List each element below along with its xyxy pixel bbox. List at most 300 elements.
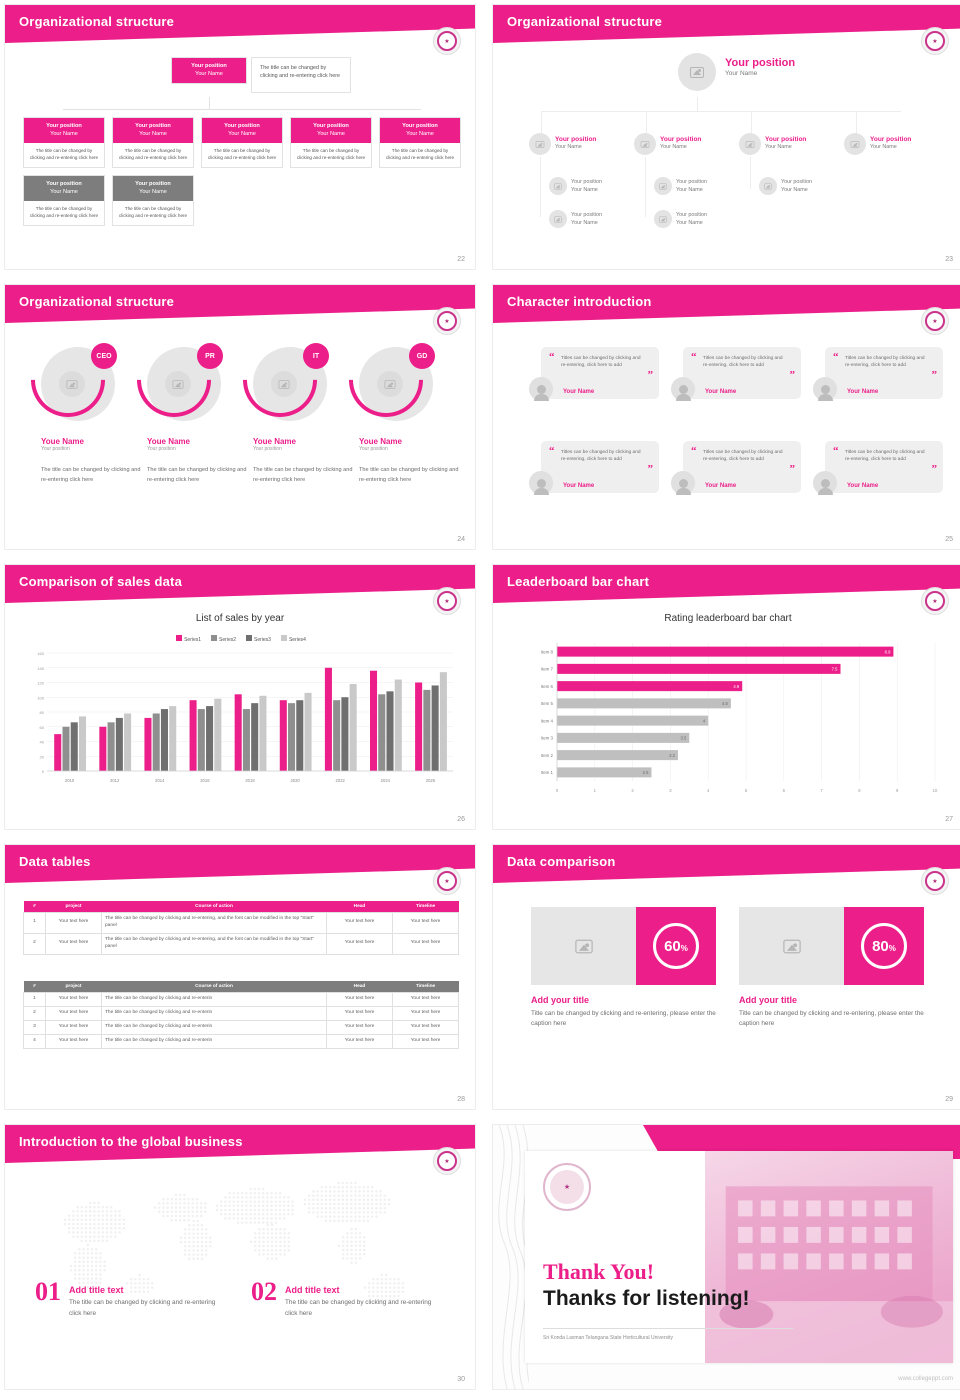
svg-text:8.9: 8.9 — [884, 649, 891, 655]
table-cell: Your text here — [327, 1034, 393, 1048]
org-box-body: The title can be changed by clicking and re-entering click here — [29, 206, 99, 219]
table-cell: Your text here — [393, 1020, 459, 1034]
logo-ring: ★ — [925, 591, 945, 611]
table-header-cell: # — [24, 981, 46, 993]
sales-column-chart — [21, 647, 461, 787]
quote-card — [825, 347, 943, 399]
person-desc: The title can be changed by clicking and re-entering click here — [41, 467, 141, 483]
svg-text:40: 40 — [39, 739, 44, 745]
table-cell: Your text here — [327, 933, 393, 954]
person-role: Your position — [41, 446, 70, 452]
tree-node: Your position Your Name — [634, 133, 701, 155]
table-header-row — [24, 981, 459, 993]
block-number: 01 — [35, 1277, 61, 1306]
org-box-body: The title can be changed by clicking and re-entering click here — [118, 148, 188, 161]
svg-text:7.5: 7.5 — [831, 666, 838, 672]
table-cell: Your text here — [327, 1020, 393, 1034]
table-cell: The title can be changed by clicking and re-enterin — [102, 993, 327, 1007]
university-logo-badge — [433, 307, 461, 335]
comparison-title: Add your title — [739, 995, 797, 1005]
table-cell: Your text here — [327, 913, 393, 934]
university-crest — [543, 1163, 591, 1211]
image-placeholder-icon — [659, 183, 667, 189]
quote-open-icon: “ — [549, 351, 555, 363]
page-number: 29 — [945, 1096, 953, 1103]
chart-title: Rating leaderboard bar chart — [664, 613, 792, 624]
org-box-caption: Your position Your Name — [380, 118, 460, 143]
table-cell: Your text here — [46, 1034, 102, 1048]
website-label: www.collegeppt.com — [898, 1376, 953, 1382]
slide-sales-comparison — [4, 564, 476, 830]
quote-text: Titles can be changed by clicking and re-entering, click here to add — [845, 450, 925, 463]
image-placeholder-icon — [690, 67, 704, 78]
svg-text:Item 3: Item 3 — [540, 735, 553, 741]
comparison-desc: Title can be changed by clicking and re-entering, please enter the caption here — [531, 1010, 716, 1028]
svg-text:2016: 2016 — [200, 778, 210, 783]
person-icon — [821, 385, 830, 394]
page-number: 27 — [945, 816, 953, 823]
svg-text:6: 6 — [782, 788, 785, 793]
table-cell: Your text here — [46, 1006, 102, 1020]
svg-text:2018: 2018 — [245, 778, 255, 783]
svg-text:2014: 2014 — [155, 778, 165, 783]
person-info — [359, 437, 459, 485]
org-box-secondary — [112, 175, 194, 226]
person-name: Youe Name — [147, 437, 190, 446]
person-info — [253, 437, 353, 485]
quote-close-icon: ” — [931, 369, 937, 381]
logo-ring: ★ — [437, 1151, 457, 1171]
avatar — [271, 371, 297, 397]
svg-text:9: 9 — [896, 788, 899, 793]
thankyou-footer: Sri Konda Laxman Telangana State Horticultural University — [543, 1335, 673, 1341]
logo-ring: ★ — [437, 311, 457, 331]
svg-text:140: 140 — [37, 665, 44, 671]
svg-text:100: 100 — [37, 695, 44, 701]
svg-text:4: 4 — [707, 788, 710, 793]
campus-building-illustration — [705, 1151, 953, 1363]
svg-text:3: 3 — [669, 788, 672, 793]
percent-panel — [636, 907, 716, 985]
person-circle — [133, 343, 225, 425]
page-number: 30 — [457, 1376, 465, 1383]
org-box — [379, 117, 461, 168]
logo-ring: ★ — [437, 871, 457, 891]
quote-open-icon: “ — [549, 445, 555, 457]
person-icon — [679, 385, 688, 394]
table-header-cell: Course of action — [102, 981, 327, 993]
table-header-cell: # — [24, 901, 46, 913]
data-table-secondary — [23, 981, 459, 1049]
thankyou-headline-wrap — [543, 1259, 750, 1311]
svg-text:120: 120 — [37, 680, 44, 686]
page-title: Character introduction — [507, 294, 652, 309]
connector-horizontal — [63, 109, 421, 110]
page-title: Introduction to the global business — [19, 1134, 243, 1149]
org-top-note: The title can be changed by clicking and re-entering click here — [251, 57, 351, 93]
legend-item: Series1 — [176, 635, 201, 643]
connector-vertical — [697, 97, 698, 111]
tree-node: Your position Your Name — [739, 133, 806, 155]
svg-text:2.5: 2.5 — [642, 770, 649, 776]
person-role: Your position — [147, 446, 176, 452]
table-header-row — [24, 901, 459, 913]
avatar — [759, 177, 777, 195]
table-cell: Your text here — [393, 1006, 459, 1020]
person-icon — [537, 479, 546, 488]
quote-author: Your Name — [847, 483, 879, 489]
person-desc: The title can be changed by clicking and re-entering click here — [359, 467, 459, 483]
svg-text:Item 6: Item 6 — [540, 683, 553, 689]
comparison-desc: Title can be changed by clicking and re-entering, please enter the caption here — [739, 1010, 924, 1028]
avatar — [549, 177, 567, 195]
svg-text:10: 10 — [932, 788, 938, 793]
comparison-title: Add your title — [531, 995, 589, 1005]
avatar — [59, 371, 85, 397]
org-box-body: The title can be changed by clicking and re-entering click here — [385, 148, 455, 161]
quote-author: Your Name — [847, 389, 879, 395]
table-header-cell: Timeline — [393, 981, 459, 993]
logo-ring: ★ — [925, 311, 945, 331]
image-placeholder-icon — [764, 183, 772, 189]
svg-text:2: 2 — [631, 788, 634, 793]
org-box — [290, 117, 372, 168]
tree-node: Your position Your Name — [549, 177, 602, 195]
quote-author: Your Name — [705, 389, 737, 395]
divider — [543, 1328, 793, 1329]
quote-close-icon: ” — [931, 463, 937, 475]
quote-author: Your Name — [705, 483, 737, 489]
org-box-body: The title can be changed by clicking and re-entering click here — [296, 148, 366, 161]
page-number: 26 — [457, 816, 465, 823]
page-number: 24 — [457, 536, 465, 543]
svg-text:160: 160 — [37, 651, 44, 656]
quote-author: Your Name — [563, 389, 595, 395]
org-box-caption: Your position Your Name — [202, 118, 282, 143]
org-top-box — [171, 57, 247, 84]
connector-vertical — [751, 111, 752, 133]
root-node-text: Your position Your Name — [725, 57, 796, 77]
page-title: Comparison of sales data — [19, 574, 183, 589]
avatar — [739, 133, 761, 155]
image-placeholder-icon — [783, 939, 801, 953]
svg-text:2022: 2022 — [335, 778, 345, 783]
org-box-caption: Your position Your Name — [113, 176, 193, 201]
table-row — [24, 1034, 459, 1048]
svg-text:60: 60 — [39, 724, 44, 730]
comparison-caption — [531, 995, 721, 1030]
table-row — [24, 993, 459, 1007]
image-placeholder-icon — [173, 380, 184, 389]
block-desc: The title can be changed by clicking and re-entering click here — [69, 1299, 216, 1317]
donut-chart — [645, 915, 707, 977]
svg-text:0: 0 — [41, 769, 44, 774]
slide-org-structure-boxes — [4, 4, 476, 270]
org-box-caption: Your position Your Name — [113, 118, 193, 143]
slide-org-structure-circles — [4, 284, 476, 550]
quote-card — [683, 347, 801, 399]
university-logo-badge — [433, 27, 461, 55]
table-header-cell: Course of action — [102, 901, 327, 913]
svg-text:1: 1 — [593, 788, 596, 793]
slide-thank-you — [492, 1124, 960, 1390]
chart-legend — [29, 635, 453, 643]
table-cell: Your text here — [46, 913, 102, 934]
image-placeholder-icon — [67, 380, 78, 389]
svg-text:2010: 2010 — [64, 778, 75, 783]
person-circle — [345, 343, 437, 425]
org-top-box-caption: Your position Your Name — [172, 58, 246, 83]
block-heading: Add title text — [69, 1285, 124, 1295]
thankyou-line1: Thank You! — [543, 1259, 655, 1284]
connector-vertical — [750, 157, 751, 189]
legend-item: Series2 — [211, 635, 236, 643]
image-placeholder-icon — [641, 141, 650, 148]
donut-chart — [853, 915, 915, 977]
table-cell: Your text here — [393, 1034, 459, 1048]
tree-node: Your position Your Name — [654, 210, 707, 228]
data-table-primary — [23, 901, 459, 955]
svg-text:2020: 2020 — [290, 778, 300, 783]
svg-text:20: 20 — [39, 754, 44, 760]
table-cell: The title can be changed by clicking and re-enterin — [102, 1034, 327, 1048]
university-logo-badge — [921, 27, 949, 55]
campus-photo — [705, 1151, 953, 1363]
quote-close-icon: ” — [789, 463, 795, 475]
quote-text: Titles can be changed by clicking and re-entering, click here to add — [703, 356, 783, 369]
chart-title: List of sales by year — [195, 613, 285, 624]
person-role: Your position — [359, 446, 388, 452]
image-placeholder-icon — [851, 141, 860, 148]
image-placeholder-icon — [385, 380, 396, 389]
tree-node: Your position Your Name — [844, 133, 911, 155]
svg-text:4.9: 4.9 — [733, 683, 740, 689]
legend-swatch — [281, 635, 287, 641]
quote-open-icon: “ — [833, 445, 839, 457]
quote-text: Titles can be changed by clicking and re-entering, click here to add — [845, 356, 925, 369]
tree-node: Your position Your Name — [549, 210, 602, 228]
image-placeholder-icon — [554, 216, 562, 222]
image-placeholder-icon — [554, 183, 562, 189]
table-cell: 2 — [24, 933, 46, 954]
quote-close-icon: ” — [647, 463, 653, 475]
connector-vertical — [209, 97, 210, 109]
quote-open-icon: “ — [833, 351, 839, 363]
connector-horizontal — [541, 111, 901, 112]
table-cell: 1 — [24, 913, 46, 934]
connector-vertical — [541, 111, 542, 133]
org-box-caption: Your position Your Name — [291, 118, 371, 143]
svg-text:8: 8 — [858, 788, 861, 793]
image-panel — [531, 907, 636, 985]
connector-vertical — [645, 157, 646, 217]
block-heading: Add title text — [285, 1285, 340, 1295]
avatar — [165, 371, 191, 397]
org-box-caption: Your position Your Name — [24, 118, 104, 143]
table-row — [24, 1020, 459, 1034]
quote-card — [541, 347, 659, 399]
org-box — [23, 117, 105, 168]
svg-text:Item 1: Item 1 — [540, 770, 553, 776]
svg-text:3.5: 3.5 — [680, 735, 687, 741]
table-header-cell: Head — [327, 901, 393, 913]
table-header-cell: project — [46, 901, 102, 913]
avatar — [844, 133, 866, 155]
table-cell: Your text here — [46, 933, 102, 954]
avatar — [813, 471, 837, 495]
logo-ring: ★ — [437, 591, 457, 611]
table-cell: Your text here — [327, 1006, 393, 1020]
avatar — [813, 377, 837, 401]
quote-author: Your Name — [563, 483, 595, 489]
page-number: 23 — [945, 256, 953, 263]
university-logo-badge — [433, 867, 461, 895]
page-number: 22 — [457, 256, 465, 263]
org-box-body: The title can be changed by clicking and re-entering click here — [29, 148, 99, 161]
table-cell: The title can be changed by clicking and re-enterin — [102, 1020, 327, 1034]
svg-text:4.6: 4.6 — [722, 701, 728, 707]
slide-org-structure-tree — [492, 4, 960, 270]
avatar — [654, 210, 672, 228]
table-row — [24, 913, 459, 934]
image-placeholder-icon — [659, 216, 667, 222]
avatar — [671, 377, 695, 401]
table-row — [24, 1006, 459, 1020]
quote-card — [825, 441, 943, 493]
table-cell: The title can be changed by clicking and re-enterin — [102, 1006, 327, 1020]
table-row — [24, 933, 459, 954]
thankyou-line2: Thanks for listening! — [543, 1287, 750, 1310]
crest-inner: ★ — [550, 1170, 584, 1204]
avatar — [654, 177, 672, 195]
image-placeholder-icon — [575, 939, 593, 953]
slide-data-comparison — [492, 844, 960, 1110]
page-number: 28 — [457, 1096, 465, 1103]
world-map-graphic — [5, 1125, 475, 1389]
table-cell: 1 — [24, 993, 46, 1007]
table-header-cell: project — [46, 981, 102, 993]
org-box-caption: Your position Your Name — [24, 176, 104, 201]
role-tag: GD — [409, 343, 435, 369]
table-cell: Your text here — [46, 993, 102, 1007]
image-placeholder-icon — [279, 380, 290, 389]
highlight-block — [35, 1277, 225, 1320]
svg-text:80: 80 — [39, 710, 44, 715]
person-icon — [537, 385, 546, 394]
table-cell: 4 — [24, 1034, 46, 1048]
logo-ring: ★ — [925, 871, 945, 891]
person-name: Youe Name — [253, 437, 296, 446]
svg-text:Item 8: Item 8 — [540, 649, 553, 655]
person-desc: The title can be changed by clicking and re-entering click here — [147, 467, 247, 483]
donut-value: 60% — [664, 937, 688, 955]
svg-text:Item 7: Item 7 — [540, 666, 553, 672]
role-tag: CEO — [91, 343, 117, 369]
person-icon — [679, 479, 688, 488]
highlight-block — [251, 1277, 441, 1320]
table-cell: 3 — [24, 1020, 46, 1034]
role-tag: IT — [303, 343, 329, 369]
avatar — [671, 471, 695, 495]
tree-node: Your position Your Name — [759, 177, 812, 195]
quote-text: Titles can be changed by clicking and re-entering, click here to add — [561, 450, 641, 463]
org-box-body: The title can be changed by clicking and re-entering click here — [207, 148, 277, 161]
person-desc: The title can be changed by clicking and re-entering click here — [253, 467, 353, 483]
avatar — [529, 471, 553, 495]
quote-text: Titles can be changed by clicking and re-entering, click here to add — [561, 356, 641, 369]
org-box — [201, 117, 283, 168]
image-panel — [739, 907, 844, 985]
org-box-body: The title can be changed by clicking and re-entering click here — [118, 206, 188, 219]
avatar — [549, 210, 567, 228]
page-title: Data tables — [19, 854, 91, 869]
svg-text:4: 4 — [702, 718, 706, 724]
svg-text:Item 2: Item 2 — [540, 752, 553, 758]
image-placeholder-icon — [746, 141, 755, 148]
legend-item: Series4 — [281, 635, 306, 643]
table-cell: Your text here — [327, 993, 393, 1007]
role-tag: PR — [197, 343, 223, 369]
university-logo-badge — [921, 587, 949, 615]
block-number: 02 — [251, 1277, 277, 1306]
quote-open-icon: “ — [691, 351, 697, 363]
page-number: 25 — [945, 536, 953, 543]
quote-card — [541, 441, 659, 493]
thankyou-card — [525, 1151, 953, 1363]
block-desc: The title can be changed by clicking and re-entering click here — [285, 1299, 432, 1317]
avatar — [529, 133, 551, 155]
svg-text:3.2: 3.2 — [669, 752, 675, 758]
table-cell: Your text here — [46, 1020, 102, 1034]
legend-swatch — [211, 635, 217, 641]
connector-vertical — [856, 111, 857, 133]
person-name: Youe Name — [359, 437, 402, 446]
table-cell: 2 — [24, 1006, 46, 1020]
avatar — [634, 133, 656, 155]
person-info — [147, 437, 247, 485]
svg-text:5: 5 — [744, 788, 748, 793]
quote-close-icon: ” — [789, 369, 795, 381]
university-logo-badge — [433, 587, 461, 615]
legend-swatch — [176, 635, 182, 641]
person-icon — [821, 479, 830, 488]
slide-data-tables — [4, 844, 476, 1110]
table-cell: Your text here — [393, 993, 459, 1007]
svg-text:2012: 2012 — [110, 778, 120, 783]
legend-item: Series3 — [246, 635, 271, 643]
slide-character-introduction — [492, 284, 960, 550]
legend-swatch — [246, 635, 252, 641]
percent-panel — [844, 907, 924, 985]
table-cell: The title can be changed by clicking and re-entering, and the font can be modified in the top "Start" panel — [102, 933, 327, 954]
connector-vertical — [540, 157, 541, 217]
quote-open-icon: “ — [691, 445, 697, 457]
person-name: Youe Name — [41, 437, 84, 446]
person-circle — [27, 343, 119, 425]
tree-node: Your position Your Name — [654, 177, 707, 195]
quote-card — [683, 441, 801, 493]
page-title: Organizational structure — [19, 14, 175, 29]
university-logo-badge — [921, 307, 949, 335]
page-title: Data comparison — [507, 854, 616, 869]
table-cell: Your text here — [393, 913, 459, 934]
svg-text:0: 0 — [555, 788, 559, 793]
svg-text:Item 5: Item 5 — [540, 701, 553, 707]
page-title: Organizational structure — [19, 294, 175, 309]
university-logo-badge — [921, 867, 949, 895]
tree-node: Your position Your Name — [529, 133, 596, 155]
avatar — [678, 53, 716, 91]
